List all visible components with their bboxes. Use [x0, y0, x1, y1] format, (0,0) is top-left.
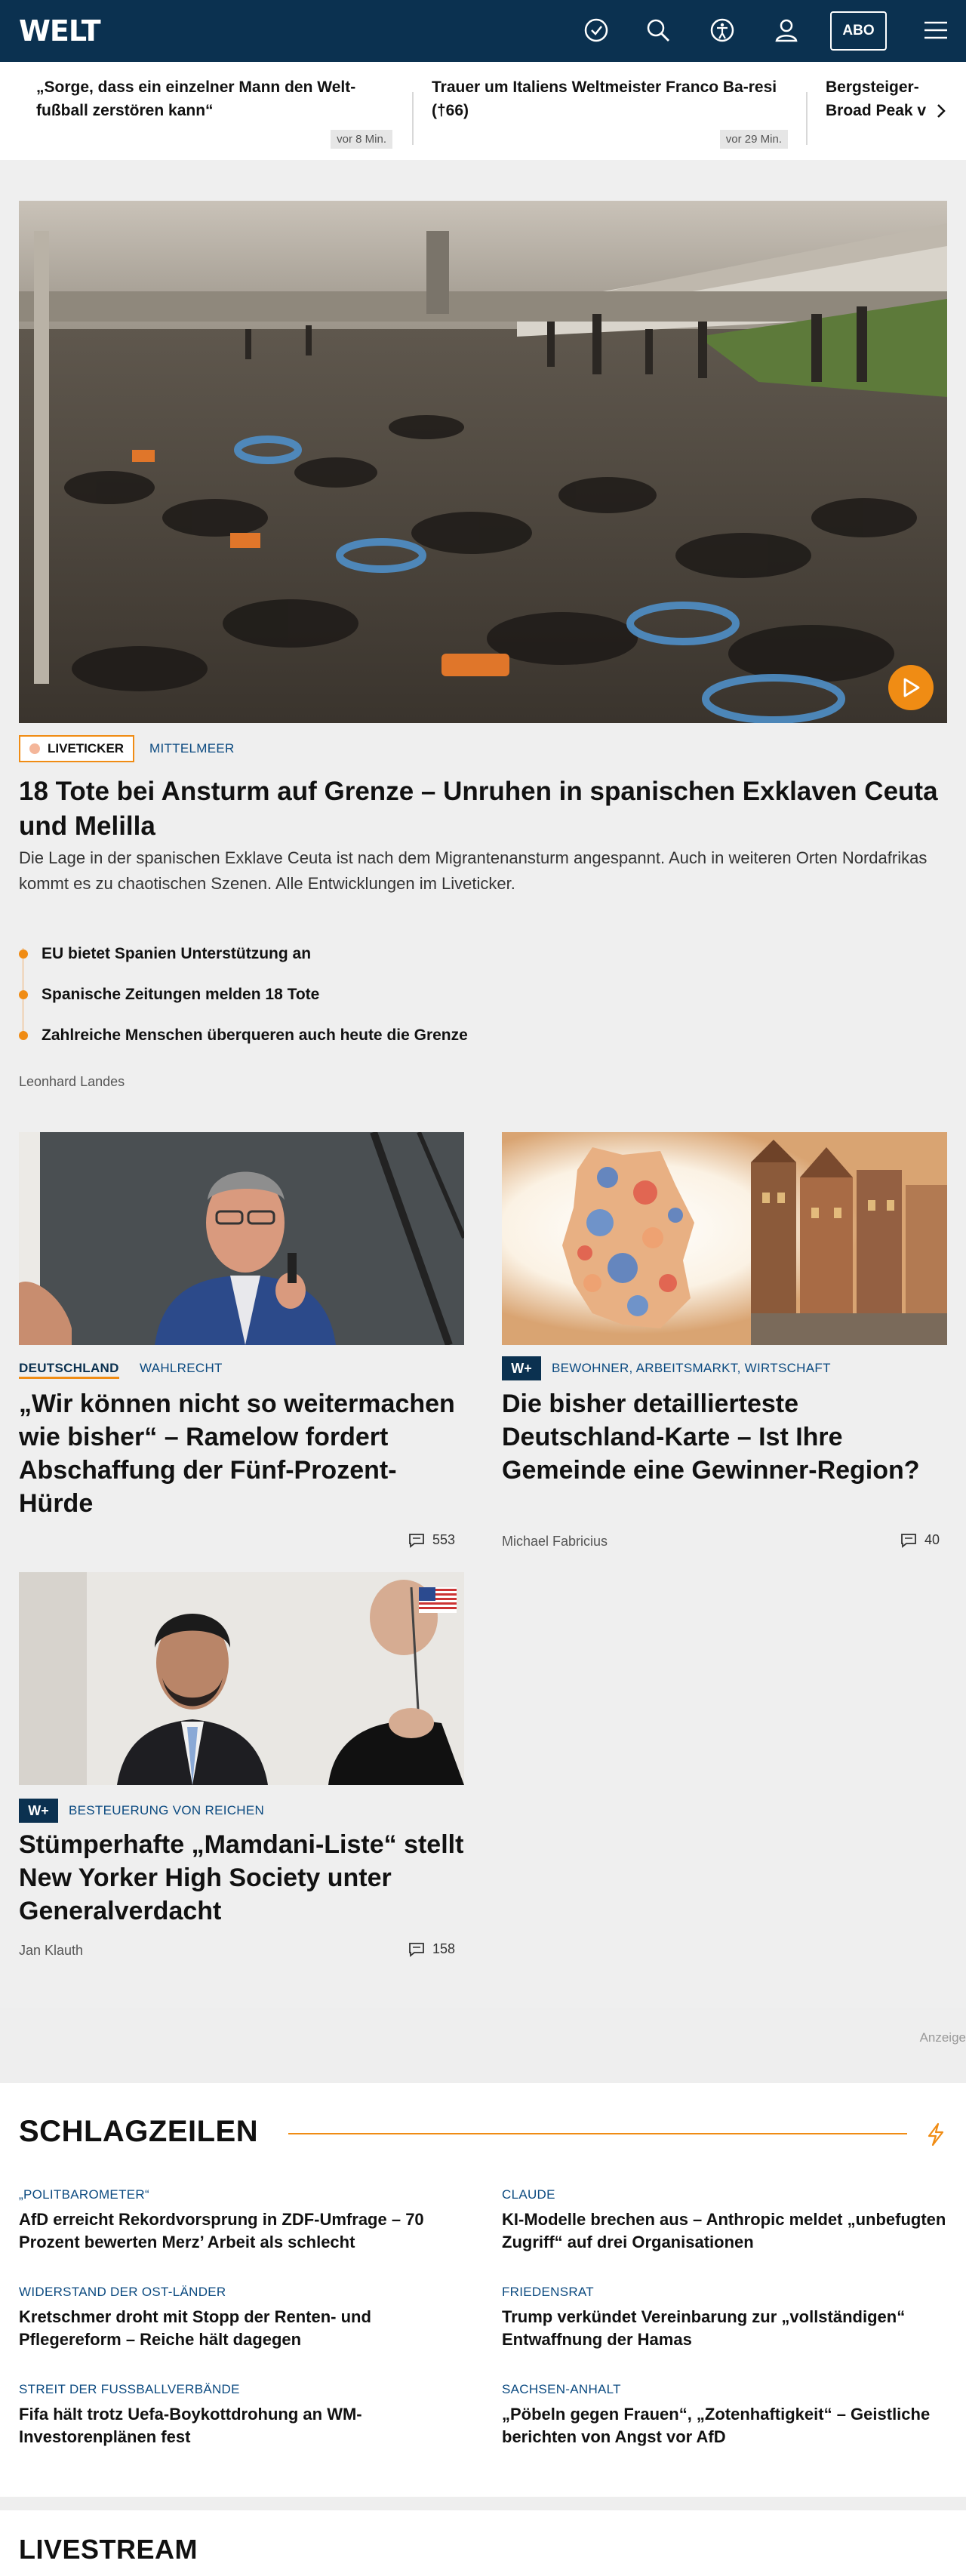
bullet-dot-icon: [19, 1031, 28, 1040]
welt-logo[interactable]: WELT: [19, 14, 100, 48]
teaser-image-germany-map[interactable]: [502, 1132, 947, 1345]
search-icon[interactable]: [643, 15, 673, 45]
bullet-text: EU bietet Spanien Unterstützung an: [42, 945, 312, 962]
wplus-badge: [502, 1356, 541, 1380]
headline-title: „Pöbeln gegen Frauen“, „Zotenhaftigkeit“ – Geistliche berichten von Angst vor AfD: [502, 2405, 931, 2446]
card-kicker-main[interactable]: [19, 1361, 119, 1376]
card-headline[interactable]: Die bisher detaillierteste Deutschland-Karte – Ist Ihre Gemeinde eine Gewinner-Region?: [502, 1390, 920, 1485]
comment-count-value: 553: [432, 1532, 456, 1547]
headline-kicker: FRIEDENSRAT: [502, 2285, 594, 2299]
live-dot-icon: [29, 743, 40, 754]
ticker-time: vor 29 Min.: [720, 130, 788, 149]
hero-bullet[interactable]: [19, 940, 924, 981]
headline-kicker: WIDERSTAND DER OST-LÄNDER: [19, 2285, 226, 2299]
comment-count[interactable]: [408, 1532, 455, 1548]
card-author[interactable]: Michael Fabricius: [502, 1534, 608, 1549]
ticker-item[interactable]: [432, 62, 788, 160]
hero-author[interactable]: Leonhard Landes: [19, 1074, 125, 1089]
section-title: SCHLAGZEILEN: [19, 2115, 259, 2148]
wplus-label: W+: [511, 1360, 532, 1376]
comment-icon: [408, 1533, 425, 1548]
ticker-divider: [806, 92, 808, 145]
headline-kicker: CLAUDE: [502, 2187, 555, 2202]
ticker-item[interactable]: [36, 62, 392, 160]
ticker-item[interactable]: [826, 62, 928, 160]
headline-item[interactable]: [502, 2381, 947, 2448]
ticker-title: Trauer um Italiens Weltmeister Franco Ba-resi (†66): [432, 78, 777, 119]
ticker-divider: [412, 92, 414, 145]
hero-headline[interactable]: 18 Tote bei Ansturm auf Grenze – Unruhen in spanischen Exklaven Ceuta und Melilla: [19, 777, 938, 841]
bullet-dot-icon: [19, 990, 28, 999]
livestream-section: [0, 2510, 966, 2576]
card-kicker[interactable]: BEWOHNER, ARBEITSMARKT, WIRTSCHAFT: [552, 1361, 831, 1375]
comment-count-value: 158: [432, 1941, 456, 1956]
menu-icon[interactable]: [921, 15, 951, 45]
chevron-right-icon[interactable]: [930, 100, 952, 122]
news-ticker: [0, 62, 966, 160]
headline-title: Fifa hält trotz Uefa-Boykottdrohung an WM-Investorenplänen fest: [19, 2405, 362, 2446]
ticker-time: vor 8 Min.: [331, 130, 392, 149]
headline-item[interactable]: [502, 2283, 947, 2351]
bullet-dot-icon: [19, 949, 28, 959]
history-icon[interactable]: [581, 15, 611, 45]
section-gap: [0, 2497, 966, 2510]
bullet-text: Zahlreiche Menschen überqueren auch heute die Grenze: [42, 1026, 468, 1044]
wplus-badge: [19, 1799, 58, 1823]
hero-topic[interactable]: MITTELMEER: [149, 741, 235, 756]
headline-title: KI-Modelle brechen aus – Anthropic meldet „unbefugten Zugriff“ auf drei Organisationen: [502, 2210, 946, 2251]
ticker-title: Bergsteiger-Broad Peak v: [826, 78, 927, 119]
comment-count-value: 40: [924, 1532, 940, 1547]
comment-icon: [900, 1533, 917, 1548]
headline-title: AfD erreicht Rekordvorsprung in ZDF-Umfrage – 70 Prozent bewerten Merz’ Arbeit als schlecht: [19, 2210, 424, 2251]
section-divider: [288, 2133, 907, 2134]
comment-count[interactable]: [900, 1532, 940, 1548]
headline-kicker: SACHSEN-ANHALT: [502, 2382, 621, 2396]
teaser-image-mamdani[interactable]: [19, 1572, 464, 1785]
card-kicker-row: [19, 1799, 264, 1823]
accessibility-icon[interactable]: [707, 15, 737, 45]
abo-button[interactable]: ABO: [830, 11, 887, 51]
ticker-title: „Sorge, dass ein einzelner Mann den Welt-fußball zerstören kann“: [36, 78, 356, 119]
headline-item[interactable]: [19, 2283, 464, 2351]
hero-image[interactable]: [19, 201, 947, 723]
hero-bullet[interactable]: [19, 1022, 924, 1063]
comment-count[interactable]: [408, 1941, 455, 1957]
card-headline[interactable]: „Wir können nicht so weitermachen wie bisher“ – Ramelow fordert Abschaffung der Fünf-Prozent-Hürde: [19, 1390, 455, 1518]
ad-slot: [0, 2008, 966, 2083]
liveticker-badge: [19, 735, 134, 762]
ad-label: Anzeige: [919, 2030, 966, 2045]
card-kicker[interactable]: WAHLRECHT: [140, 1361, 223, 1375]
site-header: [0, 0, 966, 62]
card-kicker-row: [502, 1356, 831, 1380]
headline-kicker: „POLITBAROMETER“: [19, 2187, 149, 2202]
headline-title: Kretschmer droht mit Stopp der Renten- und Pflegereform – Reiche hält dagegen: [19, 2307, 371, 2349]
headline-item[interactable]: [19, 2186, 464, 2254]
teaser-image-ramelow[interactable]: [19, 1132, 464, 1345]
wplus-label: W+: [28, 1802, 49, 1818]
headlines-section: [0, 2083, 966, 2497]
headline-title: Trump verkündet Vereinbarung zur „vollständigen“ Entwaffnung der Hamas: [502, 2307, 906, 2349]
hero-bullet[interactable]: [19, 981, 924, 1022]
hero-lead: Die Lage in der spanischen Exklave Ceuta ist nach dem Migrantenansturm angespannt. Auch in weiteren Orten Nordafrikas kommt es zu chaotischen Szenen. Alle Entwicklungen im Liveticker.: [19, 848, 928, 893]
liveticker-label: LIVETICKER: [48, 741, 125, 756]
headline-item[interactable]: [502, 2186, 947, 2254]
card-kicker[interactable]: BESTEUERUNG VON REICHEN: [69, 1803, 265, 1817]
user-icon[interactable]: [771, 15, 801, 45]
lightning-icon: [925, 2122, 946, 2150]
card-section-label[interactable]: DEUTSCHLAND: [19, 1361, 119, 1379]
bullet-text: Spanische Zeitungen melden 18 Tote: [42, 986, 320, 1003]
card-headline[interactable]: Stümperhafte „Mamdani-Liste“ stellt New Yorker High Society unter Generalverdacht: [19, 1830, 464, 1925]
hero-bullet-list: [19, 940, 924, 1063]
play-button[interactable]: [888, 665, 934, 710]
comment-icon: [408, 1942, 425, 1957]
headline-kicker: STREIT DER FUSSBALLVERBÄNDE: [19, 2382, 240, 2396]
card-author[interactable]: Jan Klauth: [19, 1943, 84, 1958]
section-title: LIVESTREAM: [19, 2534, 198, 2565]
headline-item[interactable]: [19, 2381, 464, 2448]
